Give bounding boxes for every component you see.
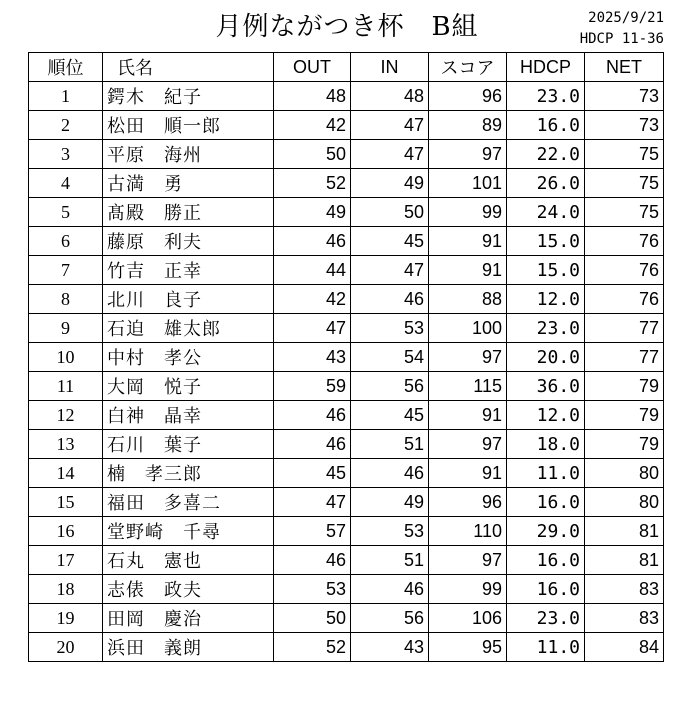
handicap-cell: 16.0	[507, 546, 585, 575]
player-name-cell: 石川 葉子	[103, 430, 274, 459]
table-row	[29, 285, 664, 314]
in-score-cell: 51	[351, 546, 429, 575]
net-score-cell: 80	[585, 488, 664, 517]
total-score-cell: 97	[429, 430, 507, 459]
handicap-cell: 23.0	[507, 604, 585, 633]
handicap-cell: 18.0	[507, 430, 585, 459]
in-score-cell: 47	[351, 256, 429, 285]
out-score-cell: 45	[274, 459, 351, 488]
player-name-cell: 楠 孝三郎	[103, 459, 274, 488]
out-score-cell: 46	[274, 401, 351, 430]
in-score-cell: 45	[351, 227, 429, 256]
net-score-cell: 79	[585, 430, 664, 459]
player-name-cell: 大岡 悦子	[103, 372, 274, 401]
player-name-cell: 平原 海州	[103, 140, 274, 169]
table-row	[29, 517, 664, 546]
out-score-cell: 47	[274, 488, 351, 517]
net-score-cell: 77	[585, 343, 664, 372]
total-score-cell: 115	[429, 372, 507, 401]
net-score-cell: 76	[585, 227, 664, 256]
column-header-rank: 順位	[29, 53, 103, 82]
handicap-cell: 12.0	[507, 285, 585, 314]
player-name-cell: 白神 晶幸	[103, 401, 274, 430]
total-score-cell: 91	[429, 227, 507, 256]
player-name-cell: 志俵 政夫	[103, 575, 274, 604]
rank-cell: 2	[29, 111, 103, 140]
rank-cell: 6	[29, 227, 103, 256]
out-score-cell: 47	[274, 314, 351, 343]
total-score-cell: 97	[429, 343, 507, 372]
event-date: 2025/9/21	[588, 10, 664, 26]
in-score-cell: 46	[351, 575, 429, 604]
net-score-cell: 83	[585, 575, 664, 604]
column-header-in: IN	[351, 53, 429, 82]
total-score-cell: 91	[429, 256, 507, 285]
handicap-cell: 23.0	[507, 314, 585, 343]
total-score-cell: 91	[429, 459, 507, 488]
player-name-cell: 藤原 利夫	[103, 227, 274, 256]
out-score-cell: 59	[274, 372, 351, 401]
in-score-cell: 50	[351, 198, 429, 227]
table-row	[29, 111, 664, 140]
net-score-cell: 81	[585, 517, 664, 546]
out-score-cell: 52	[274, 633, 351, 662]
net-score-cell: 79	[585, 401, 664, 430]
net-score-cell: 76	[585, 285, 664, 314]
out-score-cell: 43	[274, 343, 351, 372]
net-score-cell: 76	[585, 256, 664, 285]
player-name-cell: 田岡 慶治	[103, 604, 274, 633]
handicap-cell: 26.0	[507, 169, 585, 198]
player-name-cell: 髙殿 勝正	[103, 198, 274, 227]
player-name-cell: 石丸 憲也	[103, 546, 274, 575]
rank-cell: 17	[29, 546, 103, 575]
total-score-cell: 95	[429, 633, 507, 662]
table-row	[29, 198, 664, 227]
handicap-cell: 12.0	[507, 401, 585, 430]
rank-cell: 20	[29, 633, 103, 662]
column-header-out: OUT	[274, 53, 351, 82]
rank-cell: 15	[29, 488, 103, 517]
table-row	[29, 430, 664, 459]
net-score-cell: 75	[585, 169, 664, 198]
out-score-cell: 44	[274, 256, 351, 285]
out-score-cell: 49	[274, 198, 351, 227]
table-row	[29, 604, 664, 633]
net-score-cell: 83	[585, 604, 664, 633]
out-score-cell: 42	[274, 285, 351, 314]
rank-cell: 11	[29, 372, 103, 401]
in-score-cell: 46	[351, 459, 429, 488]
net-score-cell: 77	[585, 314, 664, 343]
table-row	[29, 82, 664, 111]
in-score-cell: 54	[351, 343, 429, 372]
net-score-cell: 73	[585, 82, 664, 111]
out-score-cell: 48	[274, 82, 351, 111]
player-name-cell: 鍔木 紀子	[103, 82, 274, 111]
total-score-cell: 106	[429, 604, 507, 633]
out-score-cell: 50	[274, 140, 351, 169]
out-score-cell: 52	[274, 169, 351, 198]
rank-cell: 16	[29, 517, 103, 546]
player-name-cell: 石迫 雄太郎	[103, 314, 274, 343]
handicap-cell: 16.0	[507, 575, 585, 604]
player-name-cell: 福田 多喜二	[103, 488, 274, 517]
in-score-cell: 43	[351, 633, 429, 662]
total-score-cell: 101	[429, 169, 507, 198]
table-row	[29, 140, 664, 169]
handicap-cell: 23.0	[507, 82, 585, 111]
column-header-net: NET	[585, 53, 664, 82]
in-score-cell: 49	[351, 169, 429, 198]
in-score-cell: 53	[351, 314, 429, 343]
rank-cell: 8	[29, 285, 103, 314]
handicap-cell: 15.0	[507, 256, 585, 285]
table-row	[29, 575, 664, 604]
rank-cell: 4	[29, 169, 103, 198]
player-name-cell: 堂野崎 千尋	[103, 517, 274, 546]
out-score-cell: 53	[274, 575, 351, 604]
out-score-cell: 46	[274, 546, 351, 575]
table-row	[29, 256, 664, 285]
column-header-hdcp: HDCP	[507, 53, 585, 82]
table-row	[29, 314, 664, 343]
net-score-cell: 75	[585, 198, 664, 227]
column-header-score: スコア	[429, 53, 507, 82]
net-score-cell: 79	[585, 372, 664, 401]
rank-cell: 19	[29, 604, 103, 633]
total-score-cell: 96	[429, 82, 507, 111]
in-score-cell: 53	[351, 517, 429, 546]
table-row	[29, 343, 664, 372]
rank-cell: 9	[29, 314, 103, 343]
handicap-cell: 22.0	[507, 140, 585, 169]
in-score-cell: 47	[351, 111, 429, 140]
in-score-cell: 56	[351, 372, 429, 401]
total-score-cell: 100	[429, 314, 507, 343]
in-score-cell: 47	[351, 140, 429, 169]
net-score-cell: 73	[585, 111, 664, 140]
handicap-cell: 24.0	[507, 198, 585, 227]
net-score-cell: 84	[585, 633, 664, 662]
total-score-cell: 99	[429, 575, 507, 604]
out-score-cell: 50	[274, 604, 351, 633]
handicap-cell: 29.0	[507, 517, 585, 546]
in-score-cell: 46	[351, 285, 429, 314]
table-row	[29, 488, 664, 517]
column-header-name: 氏名	[103, 53, 274, 82]
table-row	[29, 546, 664, 575]
table-row	[29, 633, 664, 662]
rank-cell: 18	[29, 575, 103, 604]
rank-cell: 14	[29, 459, 103, 488]
total-score-cell: 96	[429, 488, 507, 517]
handicap-cell: 16.0	[507, 111, 585, 140]
rank-cell: 5	[29, 198, 103, 227]
rank-cell: 10	[29, 343, 103, 372]
in-score-cell: 48	[351, 82, 429, 111]
total-score-cell: 110	[429, 517, 507, 546]
total-score-cell: 97	[429, 546, 507, 575]
player-name-cell: 北川 良子	[103, 285, 274, 314]
header-row	[29, 53, 664, 82]
hdcp-range: HDCP 11-36	[579, 31, 664, 47]
player-name-cell: 松田 順一郎	[103, 111, 274, 140]
rank-cell: 1	[29, 82, 103, 111]
page-title: 月例ながつき杯 B組	[215, 12, 479, 42]
handicap-cell: 11.0	[507, 633, 585, 662]
total-score-cell: 99	[429, 198, 507, 227]
in-score-cell: 56	[351, 604, 429, 633]
out-score-cell: 42	[274, 111, 351, 140]
total-score-cell: 97	[429, 140, 507, 169]
total-score-cell: 88	[429, 285, 507, 314]
handicap-cell: 20.0	[507, 343, 585, 372]
total-score-cell: 89	[429, 111, 507, 140]
out-score-cell: 57	[274, 517, 351, 546]
player-name-cell: 浜田 義朗	[103, 633, 274, 662]
handicap-cell: 11.0	[507, 459, 585, 488]
in-score-cell: 51	[351, 430, 429, 459]
table-row	[29, 459, 664, 488]
handicap-cell: 36.0	[507, 372, 585, 401]
out-score-cell: 46	[274, 430, 351, 459]
header-meta	[580, 8, 664, 50]
rank-cell: 3	[29, 140, 103, 169]
total-score-cell: 91	[429, 401, 507, 430]
handicap-cell: 16.0	[507, 488, 585, 517]
net-score-cell: 80	[585, 459, 664, 488]
table-row	[29, 227, 664, 256]
net-score-cell: 75	[585, 140, 664, 169]
net-score-cell: 81	[585, 546, 664, 575]
table-row	[29, 169, 664, 198]
player-name-cell: 竹吉 正幸	[103, 256, 274, 285]
results-table	[28, 52, 664, 662]
handicap-cell: 15.0	[507, 227, 585, 256]
rank-cell: 12	[29, 401, 103, 430]
out-score-cell: 46	[274, 227, 351, 256]
table-row	[29, 372, 664, 401]
player-name-cell: 中村 孝公	[103, 343, 274, 372]
rank-cell: 7	[29, 256, 103, 285]
table-row	[29, 401, 664, 430]
player-name-cell: 古満 勇	[103, 169, 274, 198]
in-score-cell: 49	[351, 488, 429, 517]
in-score-cell: 45	[351, 401, 429, 430]
rank-cell: 13	[29, 430, 103, 459]
